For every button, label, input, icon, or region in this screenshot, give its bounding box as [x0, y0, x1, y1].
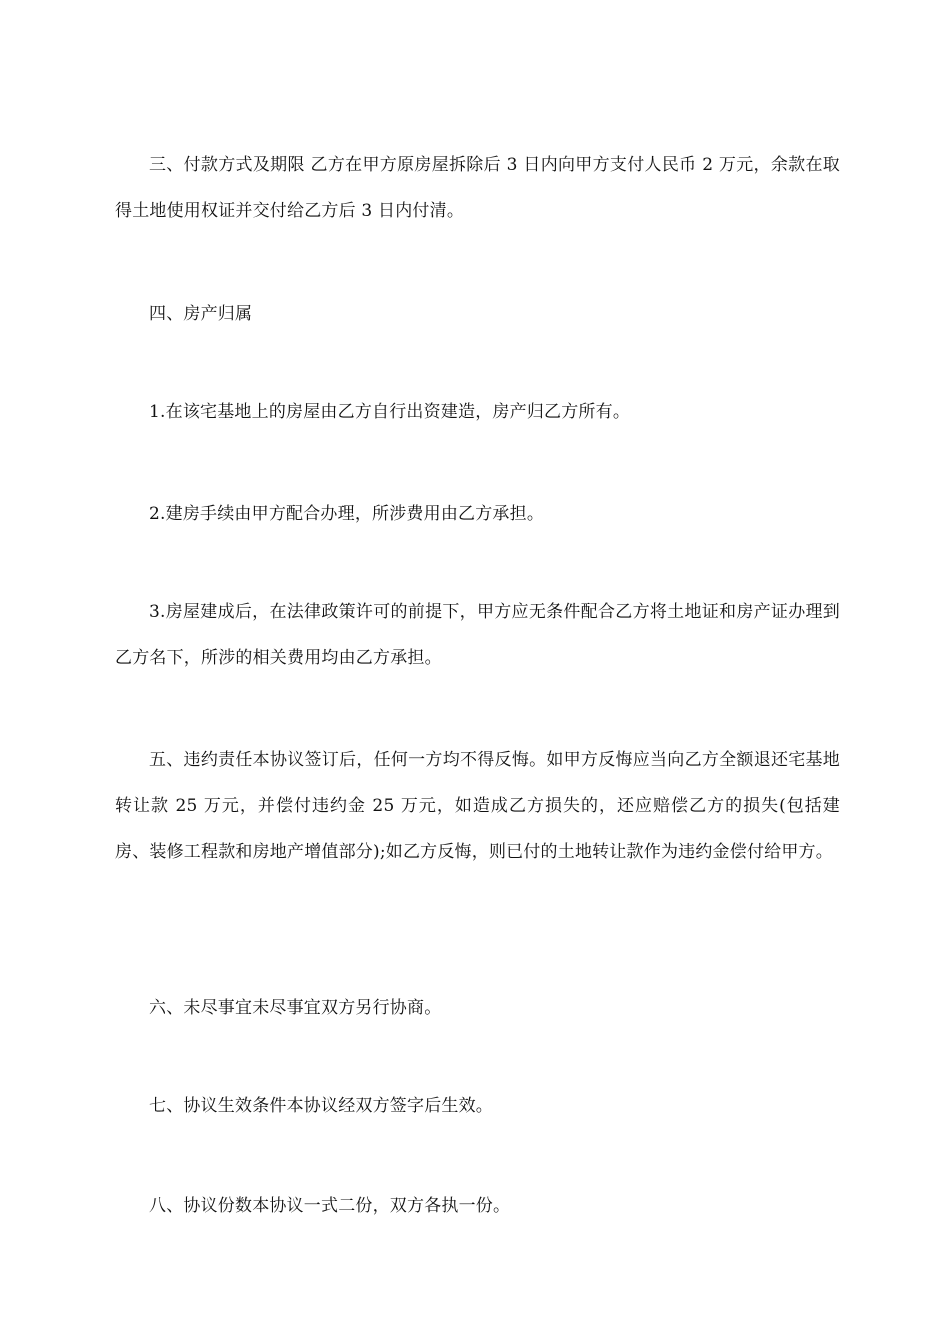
clause-unresolved-matters: 六、未尽事宜未尽事宜双方另行协商。 [149, 998, 442, 1018]
clause-property-item-1: 1.在该宅基地上的房屋由乙方自行出资建造，房产归乙方所有。 [149, 402, 631, 422]
clause-effective-conditions: 七、协议生效条件本协议经双方签字后生效。 [149, 1096, 493, 1116]
clause-payment-terms: 三、付款方式及期限 乙方在甲方原房屋拆除后 3 日内向甲方支付人民币 2 万元，余款在取得土地使用权证并交付给乙方后 3 日内付清。 [115, 155, 840, 221]
clause-property-item-3: 3.房屋建成后，在法律政策许可的前提下，甲方应无条件配合乙方将土地证和房产证办理到乙方名下，所涉的相关费用均由乙方承担。 [115, 602, 840, 668]
clause-copies: 八、协议份数本协议一式二份，双方各执一份。 [149, 1196, 511, 1216]
clause-property-item-2: 2.建房手续由甲方配合办理，所涉费用由乙方承担。 [149, 504, 545, 524]
clause-breach-liability: 五、违约责任本协议签订后，任何一方均不得反悔。如甲方反悔应当向乙方全额退还宅基地转让款 25 万元，并偿付违约金 25 万元，如造成乙方损失的，还应赔偿乙方的损失(包括建房、装修工程款和房地产增值部分);如乙方反悔，则已付的土地转让款作为违约金偿付给甲方。 [115, 750, 840, 862]
clause-property-ownership-heading: 四、房产归属 [149, 304, 253, 324]
